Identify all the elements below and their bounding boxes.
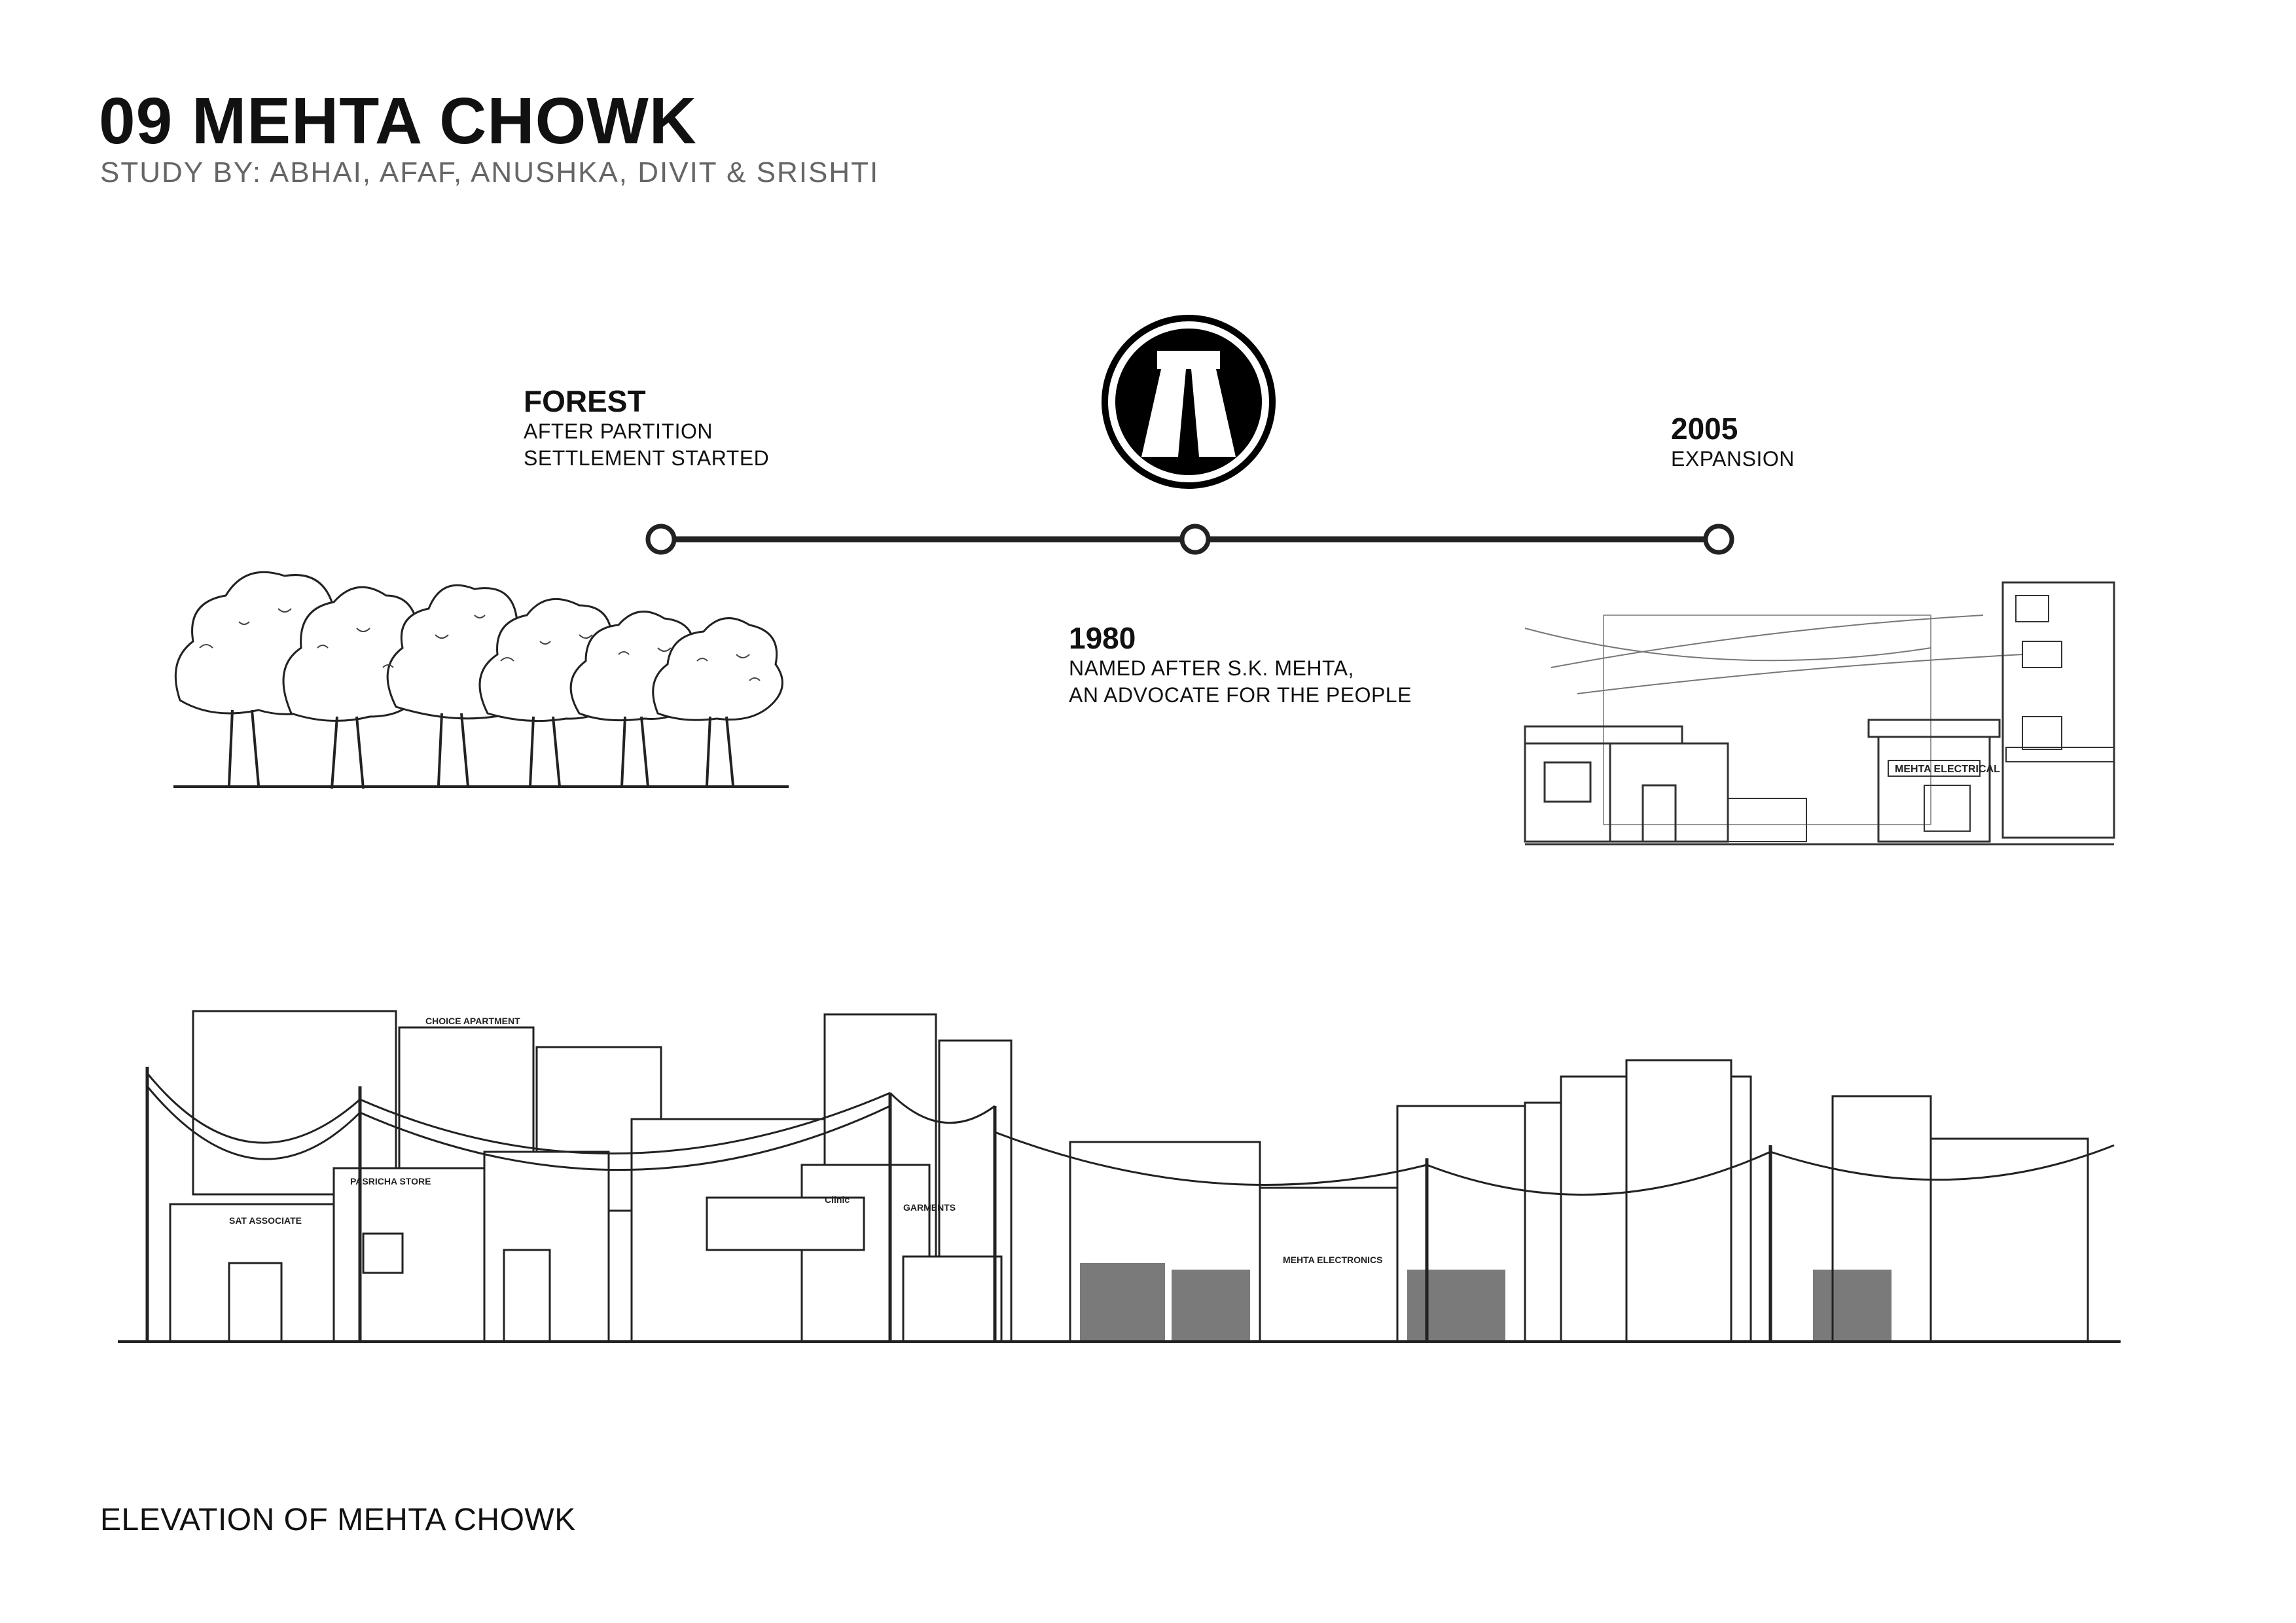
- event-line: SETTLEMENT STARTED: [524, 446, 770, 471]
- expansion-sketch: [1525, 576, 2114, 851]
- event-line: NAMED AFTER S.K. MEHTA,: [1069, 656, 1354, 680]
- mehta-electrical-sign: MEHTA ELECTRICAL: [1895, 764, 2000, 775]
- forest-sketch: [160, 550, 808, 805]
- event-line: AN ADVOCATE FOR THE PEOPLE: [1069, 683, 1412, 707]
- page-title: 09 MEHTA CHOWK: [99, 84, 697, 158]
- event-title: 2005: [1671, 412, 1738, 446]
- timeline-node-2005: [1706, 526, 1732, 552]
- page-subtitle: STUDY BY: ABHAI, AFAF, ANUSHKA, DIVIT & SRISHTI: [100, 156, 880, 188]
- pasricha-store-sign: PASRICHA STORE: [350, 1176, 431, 1186]
- event-title: FOREST: [524, 384, 646, 418]
- choice-apartment-sign: CHOICE APARTMENT: [425, 1016, 520, 1026]
- timeline-node-1980: [1182, 526, 1208, 552]
- elevation-caption: ELEVATION OF MEHTA CHOWK: [100, 1503, 576, 1537]
- sat-associate-sign: SAT ASSOCIATE: [229, 1215, 302, 1226]
- garments-sign: GARMENTS: [903, 1202, 956, 1213]
- timeline-event-2005: [1671, 412, 1795, 473]
- event-title: 1980: [1069, 621, 1136, 655]
- timeline-event-forest: [524, 385, 769, 473]
- elevation-sketch: [118, 1001, 2121, 1348]
- clinic-sign: Clinic: [825, 1194, 850, 1205]
- timeline-event-1980: [1069, 622, 1412, 709]
- timeline-node-forest: [648, 526, 674, 552]
- mehta-electronics-sign: MEHTA ELECTRONICS: [1283, 1255, 1383, 1265]
- event-line: AFTER PARTITION: [524, 419, 713, 443]
- event-line: EXPANSION: [1671, 446, 1795, 471]
- advocate-band-icon: [1100, 313, 1278, 491]
